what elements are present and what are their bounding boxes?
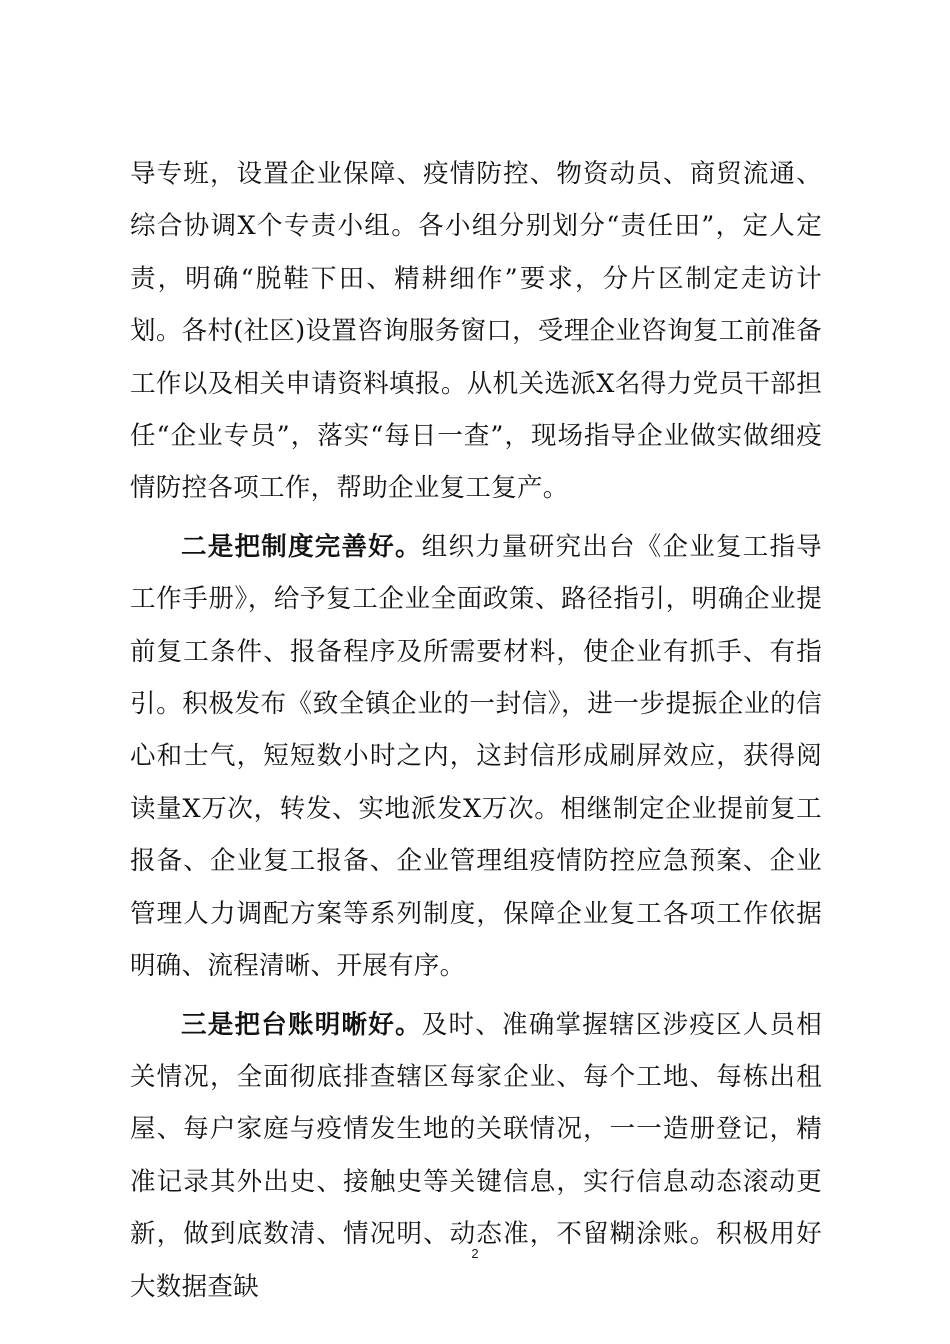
paragraph-ledger-clarity	[130, 999, 822, 1313]
paragraph-text: 组织力量研究出台《企业复工指导工作手册》，给予复工企业全面政策、路径指引，明确企业提前复工条件、报备程序及所需要材料，使企业有抓手、有指引。积极发布《致全镇企业的一封信》，进一步提振企业的信心和士气，短短数小时之内，这封信形成刷屏效应，获得阅读量X万次，转发、实地派发X万次。相继制定企业提前复工报备、企业复工报备、企业管理组疫情防控应急预案、企业管理人力调配方案等系列制度，保障企业复工各项工作依据明确、流程清晰、开展有序。	[130, 531, 822, 982]
paragraph-lead: 三是把台账明晰好。	[181, 1009, 422, 1040]
paragraph-lead: 二是把制度完善好。	[181, 531, 422, 562]
document-body	[130, 148, 822, 1319]
paragraph-text: 导专班，设置企业保障、疫情防控、物资动员、商贸流通、综合协调X个专责小组。各小组分别划分“责任田”，定人定责，明确“脱鞋下田、精耕细作”要求，分片区制定走访计划。各村(社区)设置咨询服务窗口，受理企业咨询复工前准备工作以及相关申请资料填报。从机关选派X名得力党员干部担任“企业专员”，落实“每日一查”，现场指导企业做实做细疫情防控各项工作，帮助企业复工复产。	[130, 159, 822, 504]
page-number: 2	[471, 1246, 479, 1261]
paragraph-text: 及时、准确掌握辖区涉疫区人员相关情况，全面彻底排查辖区每家企业、每个工地、每栋出租屋、每户家庭与疫情发生地的关联情况，一一造册登记，精准记录其外出史、接触史等关键信息，实行信息动态滚动更新，做到底数清、情况明、动态准，不留糊涂账。积极用好大数据查缺	[130, 1009, 822, 1302]
paragraph-system-improvement	[130, 521, 822, 993]
paragraph-continuation	[130, 148, 822, 515]
